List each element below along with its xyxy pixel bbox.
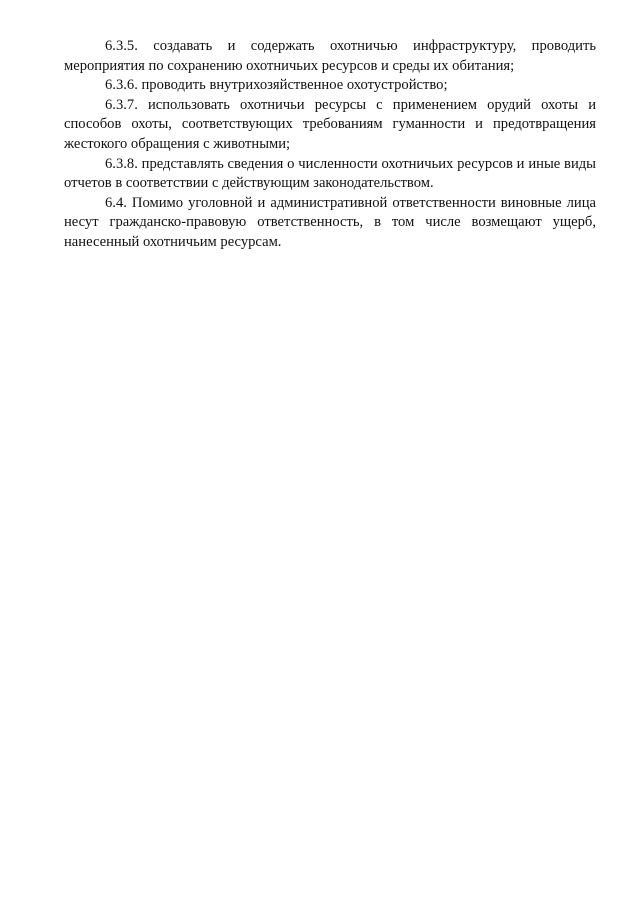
document-body: [64, 37, 596, 253]
paragraph-6-3-8: 6.3.8. представлять сведения о численности охотничьих ресурсов и иные виды отчетов в соответствии с действующим законодательством.: [64, 155, 596, 192]
paragraph-6-3-6: 6.3.6. проводить внутрихозяйственное охотустройство;: [105, 77, 448, 94]
paragraph-6-4: 6.4. Помимо уголовной и административной ответственности виновные лица несут гражданско-правовую ответственность, в том числе возмещают ущерб, нанесенный охотничьим ресурсам.: [64, 194, 596, 250]
paragraph-6-3-5: 6.3.5. создавать и содержать охотничью инфраструктуру, проводить мероприятия по сохранению охотничьих ресурсов и среды их обитания;: [64, 38, 596, 74]
paragraph-6-3-7: 6.3.7. использовать охотничьи ресурсы с применением орудий охоты и способов охоты, соответствующих требованиям гуманности и предотвращения жестокого обращения с животными;: [64, 96, 596, 152]
